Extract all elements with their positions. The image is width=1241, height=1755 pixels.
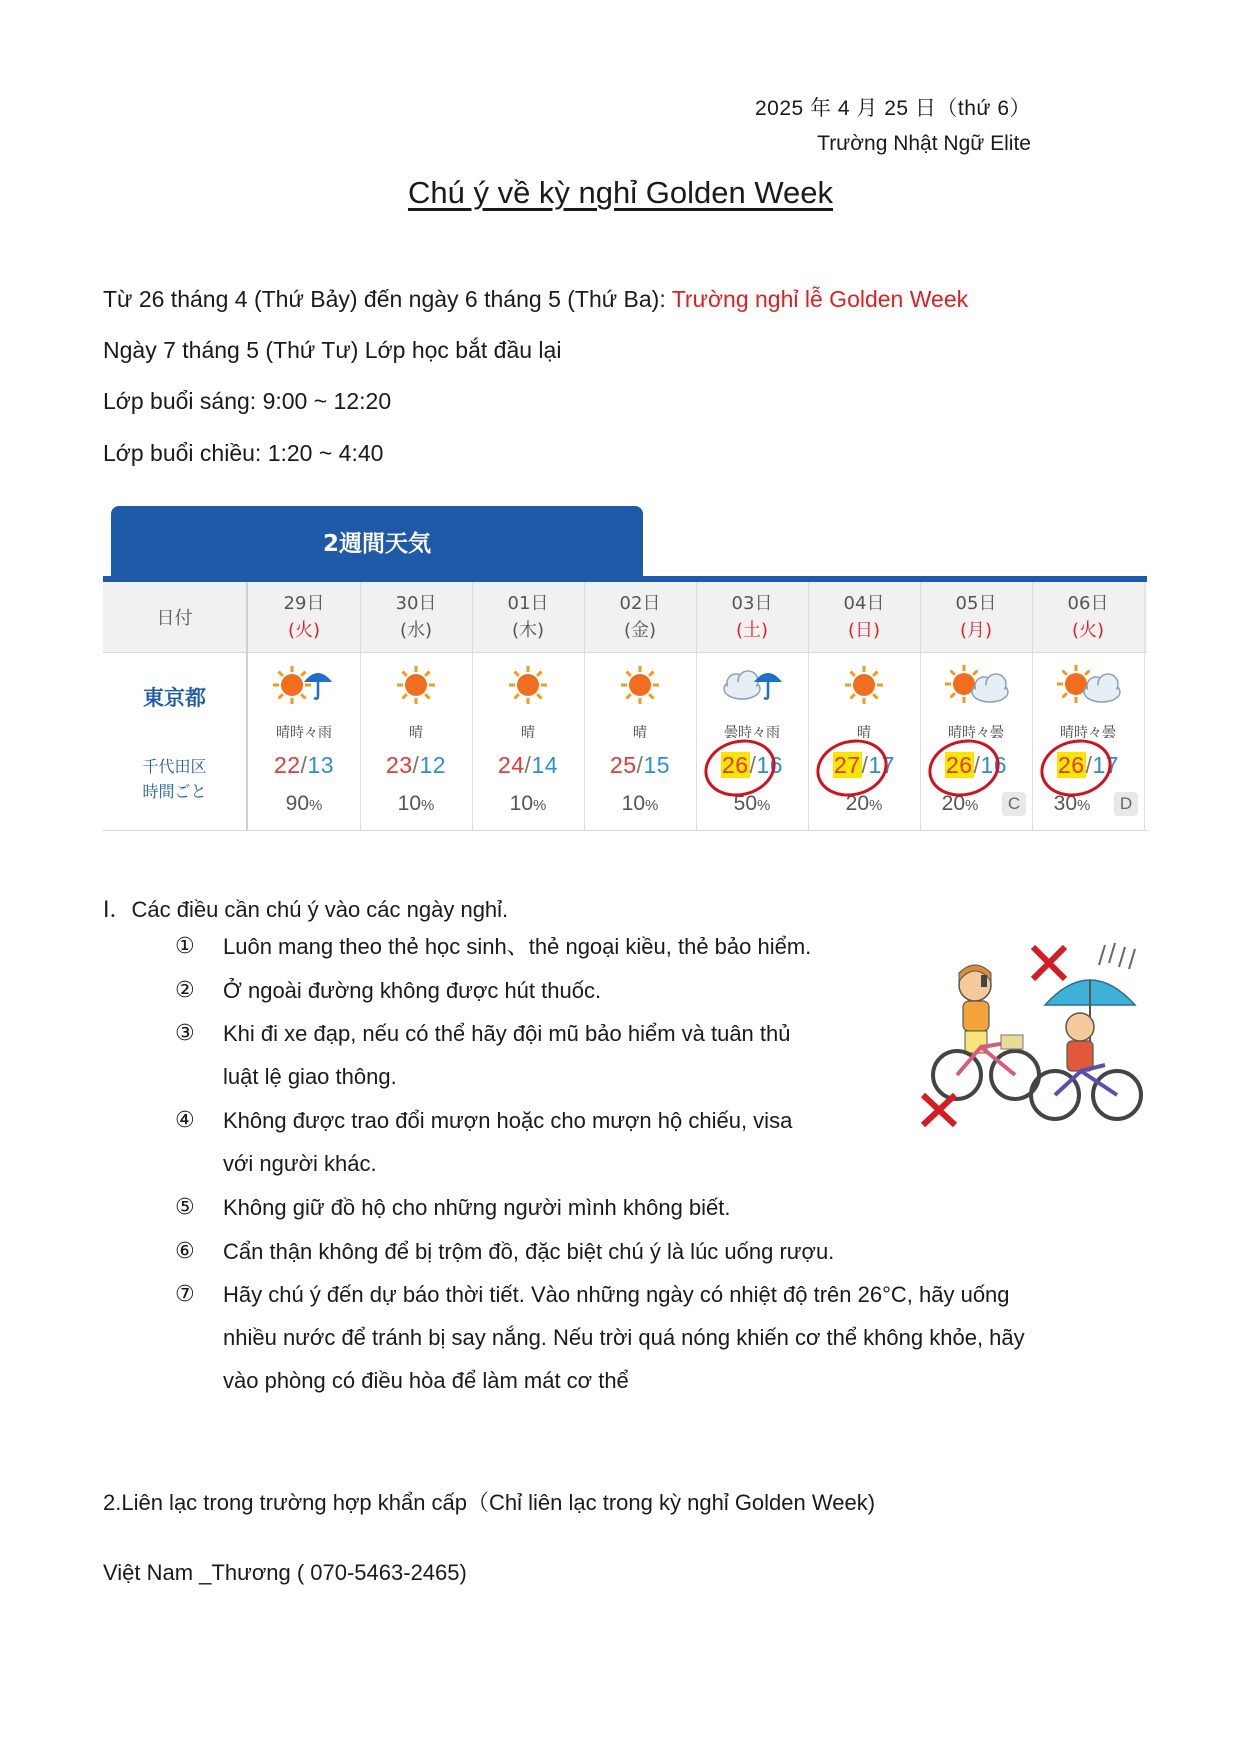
rain-probability-value: 10 bbox=[509, 792, 533, 815]
temp-low: 16 bbox=[756, 752, 784, 778]
day-column bbox=[584, 582, 697, 830]
day-header bbox=[920, 590, 1032, 644]
sun-icon bbox=[808, 660, 920, 710]
day-of-week: (火) bbox=[1071, 620, 1105, 641]
item-text-line: Cẩn thận không để bị trộm đồ, đặc biệt chú ý là lúc uống rượu. bbox=[223, 1238, 835, 1264]
day-date: 06日 bbox=[1067, 593, 1109, 614]
rain-probability-value: 50 bbox=[733, 792, 757, 815]
section2-heading: 2.Liên lạc trong trường hợp khẩn cấp（Chỉ liên lạc trong kỳ nghỉ Golden Week) bbox=[103, 1490, 876, 1515]
temp-low: 16 bbox=[980, 752, 1008, 778]
sun-icon bbox=[472, 660, 584, 710]
document-title-wrap bbox=[0, 175, 1241, 211]
temp-high: 26 bbox=[945, 752, 973, 778]
item-text-line: Khi đi xe đạp, nếu có thể hãy đội mũ bảo hiểm và tuân thủ bbox=[223, 1021, 791, 1046]
day-of-week: (木) bbox=[511, 620, 545, 641]
sun-cloud-icon bbox=[1032, 660, 1144, 710]
temp-low: 12 bbox=[419, 752, 447, 778]
morning-class-line: Lớp buổi sáng: 9:00 ~ 12:20 bbox=[103, 388, 392, 414]
item-text-line: Hãy chú ý đến dự báo thời tiết. Vào những ngày có nhiệt độ trên 26°C, hãy uống bbox=[223, 1282, 1010, 1307]
holiday-notice: Trường nghỉ lễ Golden Week bbox=[671, 286, 969, 312]
temp-high: 27 bbox=[833, 752, 861, 778]
item-text-line: với người khác. bbox=[223, 1151, 377, 1176]
temp-separator: / bbox=[1085, 752, 1093, 778]
item-number: ③ bbox=[175, 1021, 195, 1046]
holiday-line bbox=[103, 286, 968, 313]
weather-forecast-widget bbox=[103, 506, 1147, 830]
temp-high: 25 bbox=[609, 752, 637, 778]
item-number: ⑦ bbox=[175, 1282, 195, 1307]
rain-probability-unit: % bbox=[645, 797, 659, 814]
weather-description: 晴時々曇 bbox=[948, 725, 1004, 741]
weather-description: 曇時々雨 bbox=[724, 725, 780, 741]
temp-high: 22 bbox=[273, 752, 301, 778]
rain-probability bbox=[360, 792, 472, 816]
weather-description: 晴時々曇 bbox=[1060, 725, 1116, 741]
temp-separator: / bbox=[861, 752, 869, 778]
day-header bbox=[1032, 590, 1144, 644]
weather-description: 晴 bbox=[521, 725, 535, 741]
prefecture-name[interactable]: 東京都 bbox=[143, 686, 206, 710]
rain-probability bbox=[696, 792, 808, 816]
day-of-week: (日) bbox=[847, 620, 881, 641]
temp-separator: / bbox=[636, 752, 644, 778]
rain-probability-unit: % bbox=[309, 797, 323, 814]
day-date: 02日 bbox=[619, 593, 661, 614]
day-column bbox=[360, 582, 473, 830]
afternoon-class-line: Lớp buổi chiều: 1:20 ~ 4:40 bbox=[103, 440, 384, 466]
item-text-line: Không được trao đổi mượn hoặc cho mượn hộ chiếu, visa bbox=[223, 1108, 793, 1133]
temp-high: 24 bbox=[497, 752, 525, 778]
weather-grid bbox=[103, 582, 1147, 831]
reliability-rank: D bbox=[1114, 792, 1138, 816]
section1-heading: Ⅰ．Các điều cần chú ý vào các ngày nghỉ. bbox=[103, 897, 509, 922]
cloud-umbrella-icon bbox=[696, 660, 808, 710]
ward-link[interactable] bbox=[103, 754, 246, 804]
item-number: ② bbox=[175, 977, 195, 1003]
day-header bbox=[248, 590, 360, 644]
day-header bbox=[472, 590, 584, 644]
document-date: 2025 年 4 月 25 日（thứ 6） bbox=[754, 97, 1031, 120]
sun-umbrella-icon bbox=[248, 660, 360, 710]
day-header bbox=[584, 590, 696, 644]
temp-high: 23 bbox=[385, 752, 413, 778]
weather-description: 晴 bbox=[857, 725, 871, 741]
rain-probability-unit: % bbox=[421, 797, 435, 814]
temp-low: 17 bbox=[1092, 752, 1120, 778]
day-of-week: (月) bbox=[959, 620, 993, 641]
restart-line: Ngày 7 tháng 5 (Thứ Tư) Lớp học bắt đầu lại bbox=[103, 337, 562, 363]
day-column bbox=[920, 582, 1033, 830]
day-date: 01日 bbox=[507, 593, 549, 614]
rain-probability-value: 10 bbox=[397, 792, 421, 815]
ward-name: 千代田区 bbox=[142, 757, 207, 776]
holiday-dates: Từ 26 tháng 4 (Thứ Bảy) đến ngày 6 tháng 5 (Thứ Ba): bbox=[103, 286, 672, 312]
day-date: 03日 bbox=[731, 593, 773, 614]
temp-low: 13 bbox=[307, 752, 335, 778]
weather-label-column bbox=[103, 582, 248, 830]
weather-description: 晴 bbox=[633, 725, 647, 741]
temp-separator: / bbox=[412, 752, 420, 778]
item-text-line: nhiều nước để tránh bị say nắng. Nếu trời quá nóng khiến cơ thể không khỏe, hãy bbox=[223, 1325, 1025, 1350]
item-number: ① bbox=[175, 934, 195, 959]
day-of-week: (水) bbox=[399, 620, 433, 641]
document-title: Chú ý về kỳ nghỉ Golden Week bbox=[407, 175, 834, 210]
rain-probability bbox=[584, 792, 696, 816]
item-number: ④ bbox=[175, 1108, 195, 1133]
rain-probability-unit: % bbox=[757, 797, 771, 814]
item-text-line: luật lệ giao thông. bbox=[223, 1064, 397, 1089]
day-date: 29日 bbox=[283, 593, 325, 614]
rain-probability bbox=[808, 792, 920, 816]
day-header bbox=[360, 590, 472, 644]
bicycle-safety-illustration bbox=[915, 935, 1145, 1130]
temp-separator: / bbox=[973, 752, 981, 778]
day-date: 05日 bbox=[955, 593, 997, 614]
temp-separator: / bbox=[300, 752, 308, 778]
rain-probability-unit: % bbox=[869, 797, 883, 814]
temp-low: 17 bbox=[868, 752, 896, 778]
rain-probability-unit: % bbox=[965, 797, 979, 814]
temp-separator: / bbox=[749, 752, 757, 778]
item-text-line: vào phòng có điều hòa để làm mát cơ thể bbox=[223, 1368, 629, 1393]
rain-probability-unit: % bbox=[1077, 797, 1091, 814]
weather-tab[interactable]: 2週間天気 bbox=[111, 506, 643, 576]
rain-probability bbox=[248, 792, 360, 816]
school-name: Trường Nhật Ngữ Elite bbox=[817, 132, 1031, 155]
temp-high: 26 bbox=[721, 752, 749, 778]
day-date: 30日 bbox=[395, 593, 437, 614]
day-of-week: (火) bbox=[287, 620, 321, 641]
rain-probability-value: 20 bbox=[941, 792, 965, 815]
temp-low: 14 bbox=[531, 752, 559, 778]
rain-probability-value: 90 bbox=[285, 792, 309, 815]
temp-high: 26 bbox=[1057, 752, 1085, 778]
date-label: 日付 bbox=[156, 608, 193, 629]
reliability-rank: C bbox=[1002, 792, 1026, 816]
day-column bbox=[472, 582, 585, 830]
temperature bbox=[248, 752, 360, 779]
day-column bbox=[808, 582, 921, 830]
weather-description: 晴 bbox=[409, 725, 423, 741]
rain-probability-unit: % bbox=[533, 797, 547, 814]
emergency-contact: Việt Nam _Thương ( 070-5463-2465) bbox=[103, 1560, 467, 1585]
weather-description: 晴時々雨 bbox=[276, 725, 332, 741]
day-date: 04日 bbox=[843, 593, 885, 614]
item-number: ⑤ bbox=[175, 1195, 195, 1220]
rain-probability-value: 30 bbox=[1053, 792, 1077, 815]
day-column bbox=[696, 582, 809, 830]
sun-icon bbox=[584, 660, 696, 710]
day-of-week: (金) bbox=[623, 620, 657, 641]
item-number: ⑥ bbox=[175, 1238, 195, 1264]
sun-icon bbox=[360, 660, 472, 710]
item-text-line: Ở ngoài đường không được hút thuốc. bbox=[223, 977, 602, 1003]
day-of-week: (土) bbox=[735, 620, 769, 641]
temperature bbox=[584, 752, 696, 779]
temp-low: 15 bbox=[643, 752, 671, 778]
day-column bbox=[1032, 582, 1145, 830]
item-text-line: Luôn mang theo thẻ học sinh、thẻ ngoại kiều, thẻ bảo hiểm. bbox=[223, 934, 812, 959]
sun-cloud-icon bbox=[920, 660, 1032, 710]
day-header bbox=[808, 590, 920, 644]
temp-separator: / bbox=[524, 752, 532, 778]
day-header bbox=[696, 590, 808, 644]
hourly-link: 時間ごと bbox=[142, 782, 207, 801]
temperature bbox=[360, 752, 472, 779]
bicycle-illustration-image bbox=[915, 935, 1145, 1130]
rain-probability bbox=[472, 792, 584, 816]
temperature bbox=[472, 752, 584, 779]
rain-probability-value: 20 bbox=[845, 792, 869, 815]
day-column bbox=[248, 582, 361, 830]
item-text-line: Không giữ đồ hộ cho những người mình không biết. bbox=[223, 1195, 731, 1220]
rain-probability-value: 10 bbox=[621, 792, 645, 815]
